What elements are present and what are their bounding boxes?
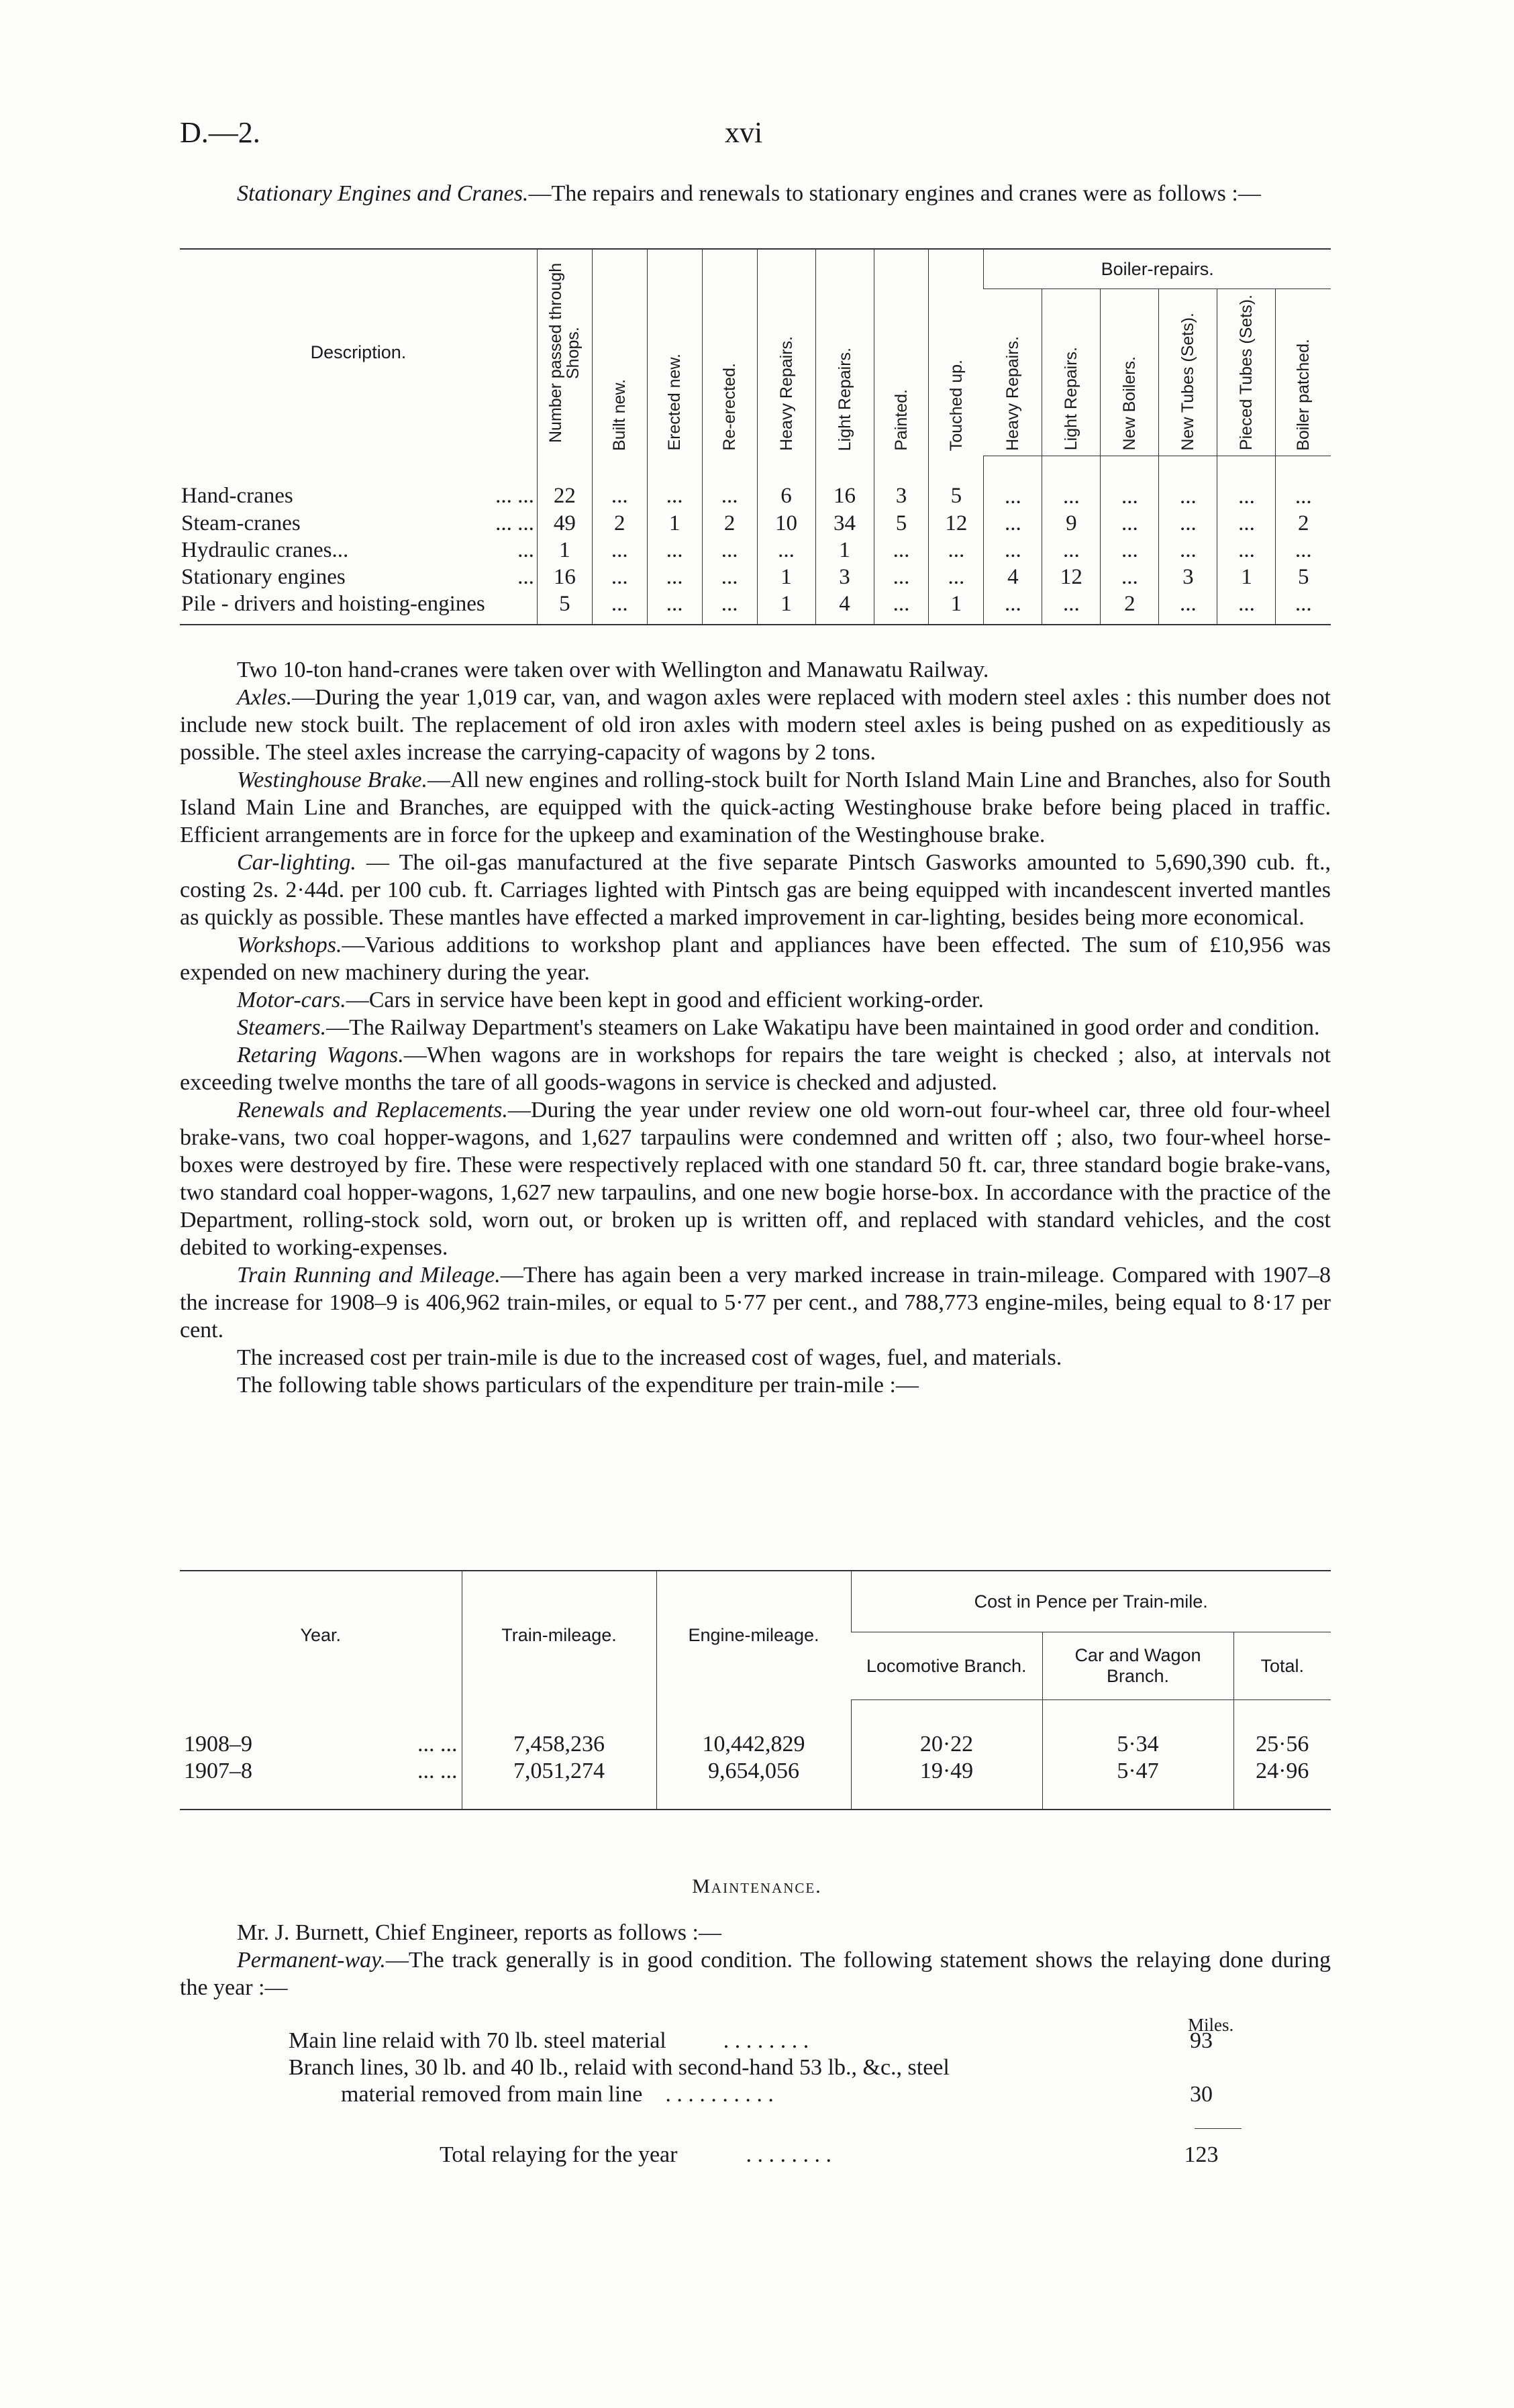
- col-header: New Tubes (Sets).: [1159, 289, 1217, 456]
- table-cell: ...: [702, 592, 757, 625]
- table-cell: 2: [1101, 592, 1159, 625]
- description-header: Description.: [180, 249, 537, 456]
- table-cell: 3: [815, 565, 874, 592]
- table-cell: ...: [1217, 456, 1276, 511]
- expenditure-table: [180, 1570, 1331, 1810]
- stationary-heading: Stationary Engines and Cranes.: [237, 181, 529, 206]
- cost-group-header: Cost in Pence per Train-mile.: [851, 1571, 1331, 1632]
- col-header: Built new.: [592, 249, 647, 456]
- table-cell: ...: [1217, 538, 1276, 565]
- table-cell: ...: [874, 592, 929, 625]
- table-cell: 1: [757, 565, 815, 592]
- renewals-para: Renewals and Replacements.—During the year under review one old worn-out four-wheel car, three old four-wheel brake-vans, two coal hopper-wagons, and 1,627 tarpaulins were condemned and written off ; also, two four-wheel horse-boxes were destroyed by fire. These were respectively replaced with one standard 50 ft. car, three standard bogie brake-vans, two standard coal hopper-wagons, 1,627 new tarpaulins, and one new bogie horse-box. In accordance with the practice of the Department, rolling-stock sold, worn out, or broken up is written off, and replaced with standard vehicles, and the cost debited to working-expenses.: [180, 1098, 1331, 1260]
- row-description: Steam-cranes ... ...: [181, 511, 534, 535]
- table-cell: ...: [1042, 592, 1101, 625]
- table-cell: 1: [647, 511, 702, 538]
- axles-para: Axles.—During the year 1,019 car, van, and wagon axles were replaced with modern steel axles : this number does not include new stock built. The replacement of old iron axles with modern steel axles is being pushed on as expeditiously as possible. The steel axles increase the carrying-capacity of wagons by 2 tons.: [180, 685, 1331, 765]
- table-cell: ...: [702, 538, 757, 565]
- row-description: Pile - drivers and hoisting-engines: [180, 592, 537, 625]
- body-text: [180, 656, 1331, 1399]
- table-cell: ...: [1276, 538, 1331, 565]
- total-label: Total relaying for the year: [440, 2142, 678, 2167]
- col-header: Number passed through Shops.: [537, 249, 592, 456]
- row-description: Stationary engines ...: [181, 564, 534, 589]
- table-row: [180, 456, 1331, 511]
- table-cell: ...: [1042, 456, 1101, 511]
- table-cell: ...: [929, 538, 984, 565]
- table-cell: ...: [1101, 511, 1159, 538]
- table-cell: ...: [647, 592, 702, 625]
- table-cell: 5: [1276, 565, 1331, 592]
- table-cell: 2: [702, 511, 757, 538]
- col-header: Light Repairs.: [1042, 289, 1101, 456]
- col-header: Painted.: [874, 249, 929, 456]
- car-lighting-para: Car-lighting. — The oil-gas manufactured at the five separate Pintsch Gasworks amounted to 5,690,390 cub. ft., costing 2s. 2·44d. per 100 cub. ft. Carriages lighted with Pintsch gas are being equipped with incandescent inverted mantles as quickly as possible. These mantles have effected a marked improvement in car-lighting, besides being more economical.: [180, 850, 1331, 930]
- table-cell: ...: [1159, 511, 1217, 538]
- table-cell: ...: [592, 565, 647, 592]
- total-header: Total.: [1233, 1632, 1331, 1700]
- table-cell: ...: [702, 565, 757, 592]
- col-header: Heavy Repairs.: [757, 249, 815, 456]
- table-row: [180, 511, 1331, 538]
- relaying-statement: [289, 2028, 1242, 2108]
- table-cell: ...: [702, 456, 757, 511]
- table-cell: ...: [592, 538, 647, 565]
- table-cell: ...: [592, 456, 647, 511]
- doc-reference: D.—2.: [180, 116, 260, 149]
- cranes-table: [180, 248, 1331, 625]
- engine-mileage-header: Engine-mileage.: [656, 1571, 851, 1700]
- table-cell: ...: [1159, 592, 1217, 625]
- table-cell: 10: [757, 511, 815, 538]
- following-table-para: The following table shows particulars of the expenditure per train-mile :—: [237, 1373, 919, 1398]
- table-cell: ...: [1159, 538, 1217, 565]
- row-description: Hydraulic cranes... ...: [181, 537, 534, 562]
- row-description: Hand-cranes ... ...: [181, 484, 534, 508]
- boiler-repairs-header: Boiler-repairs.: [984, 249, 1331, 289]
- table-cell: 5: [537, 592, 592, 625]
- relay-row-branch-lines-cont: material removed from main line . . . . . . . . . . 30: [341, 2082, 1213, 2107]
- page-number: xvi: [725, 116, 763, 149]
- total-value: 123: [1184, 2142, 1219, 2167]
- table-cell: 1: [757, 592, 815, 625]
- table-cell: 5: [929, 456, 984, 511]
- table-row: [180, 565, 1331, 592]
- table-cell: ...: [984, 511, 1042, 538]
- col-header: New Boilers.: [1101, 289, 1159, 456]
- table-cell: 5: [874, 511, 929, 538]
- table-cell: ...: [647, 456, 702, 511]
- table-cell: ...: [1217, 592, 1276, 625]
- table-cell: 12: [929, 511, 984, 538]
- table-cell: ...: [1276, 456, 1331, 511]
- maintenance-text: [180, 1919, 1331, 2001]
- table-cell: ...: [874, 565, 929, 592]
- table-cell: ...: [1101, 538, 1159, 565]
- table-row: [180, 538, 1331, 565]
- table-cell: 3: [874, 456, 929, 511]
- table-cell: ...: [1101, 456, 1159, 511]
- loco-header: Locomotive Branch.: [851, 1632, 1042, 1700]
- table-cell: ...: [1276, 592, 1331, 625]
- table-cell: 4: [815, 592, 874, 625]
- table-cell: ...: [1101, 565, 1159, 592]
- permanent-way-para: Permanent-way.—The track generally is in good condition. The following statement shows the relaying done during the year :—: [180, 1948, 1331, 2000]
- table-cell: 22: [537, 456, 592, 511]
- table-cell: ...: [984, 592, 1042, 625]
- col-header: Light Repairs.: [815, 249, 874, 456]
- chief-engineer-line: Mr. J. Burnett, Chief Engineer, reports as follows :—: [237, 1920, 721, 1945]
- table-cell: 4: [984, 565, 1042, 592]
- table-cell: ...: [984, 456, 1042, 511]
- col-header: Boiler patched.: [1276, 289, 1331, 456]
- stationary-intro: [180, 180, 1331, 207]
- workshops-para: Workshops.—Various additions to workshop plant and appliances have been effected. The sum of £10,956 was expended on new machinery during the year.: [180, 933, 1331, 985]
- table-cell: 1: [1217, 565, 1276, 592]
- table-cell: 1: [537, 538, 592, 565]
- increased-cost-para: The increased cost per train-mile is due to the increased cost of wages, fuel, and materials.: [237, 1345, 1062, 1370]
- maintenance-title: Maintenance.: [692, 1875, 822, 1897]
- total-rule: [1195, 2128, 1242, 2129]
- table-row: 1907–8 ... ... 7,051,274 9,654,056 19·49 5·47 24·96: [180, 1758, 1331, 1810]
- table-cell: 2: [592, 511, 647, 538]
- table-cell: ...: [929, 565, 984, 592]
- table-cell: 16: [537, 565, 592, 592]
- westinghouse-para: Westinghouse Brake.—All new engines and rolling-stock built for North Island Main Line and Branches, also for South Island Main Line and Branches, are equipped with the quick-acting Westinghouse brake before being placed in traffic. Efficient arrangements are in force for the upkeep and examination of the Westinghouse brake.: [180, 768, 1331, 847]
- col-header: Touched up.: [929, 249, 984, 456]
- table-cell: 3: [1159, 565, 1217, 592]
- year-header: Year.: [180, 1571, 462, 1700]
- train-mileage-header: Train-mileage.: [462, 1571, 656, 1700]
- table-cell: ...: [592, 592, 647, 625]
- train-running-para: Train Running and Mileage.—There has again been a very marked increase in train-mileage. Compared with 1907–8 the increase for 1908–9 is 406,962 train-miles, or equal to 5·77 per cent., and 788,773 engine-miles, being equal to 8·17 per cent.: [180, 1263, 1331, 1343]
- relay-row-main-line: Main line relaid with 70 lb. steel material . . . . . . . . 93: [289, 2028, 1213, 2053]
- col-header: Pieced Tubes (Sets).: [1217, 289, 1276, 456]
- table-cell: ...: [1217, 511, 1276, 538]
- steamers-para: Steamers.—The Railway Department's steamers on Lake Wakatipu have been maintained in good order and condition.: [237, 1015, 1320, 1040]
- motor-cars-para: Motor-cars.—Cars in service have been kept in good and efficient working-order.: [237, 988, 984, 1012]
- table-cell: ...: [647, 565, 702, 592]
- miles-header: Miles.: [1188, 2015, 1234, 2035]
- table-cell: 1: [815, 538, 874, 565]
- cranes-table-body: [180, 456, 1331, 625]
- stationary-intro-text: —The repairs and renewals to stationary engines and cranes were as follows :—: [528, 181, 1261, 206]
- table-cell: 16: [815, 456, 874, 511]
- table-cell: ...: [984, 538, 1042, 565]
- col-header: Erected new.: [647, 249, 702, 456]
- table-cell: ...: [1159, 456, 1217, 511]
- relay-row-branch-lines: Branch lines, 30 lb. and 40 lb., relaid with second-hand 53 lb., &c., steel: [289, 2055, 950, 2080]
- table-cell: ...: [874, 538, 929, 565]
- table-cell: ...: [1042, 538, 1101, 565]
- col-header: Heavy Repairs.: [984, 289, 1042, 456]
- table-cell: 34: [815, 511, 874, 538]
- table-row: [180, 592, 1331, 625]
- table-row: 1908–9 ... ... 7,458,236 10,442,829 20·22 5·34 25·56: [180, 1700, 1331, 1759]
- table-cell: 2: [1276, 511, 1331, 538]
- table-cell: 12: [1042, 565, 1101, 592]
- table-cell: ...: [647, 538, 702, 565]
- table-cell: 1: [929, 592, 984, 625]
- relaying-total: Total relaying for the year . . . . . . . . 123: [289, 2142, 1242, 2168]
- table-cell: ...: [757, 538, 815, 565]
- table-cell: 49: [537, 511, 592, 538]
- col-header: Re-erected.: [702, 249, 757, 456]
- hand-cranes-note: Two 10-ton hand-cranes were taken over with Wellington and Manawatu Railway.: [237, 658, 989, 682]
- table-cell: 6: [757, 456, 815, 511]
- retaring-para: Retaring Wagons.—When wagons are in workshops for repairs the tare weight is checked ; also, at intervals not exceeding twelve months the tare of all goods-wagons in service is checked and adjusted.: [180, 1043, 1331, 1095]
- table-cell: 9: [1042, 511, 1101, 538]
- car-wagon-header: Car and Wagon Branch.: [1042, 1632, 1233, 1700]
